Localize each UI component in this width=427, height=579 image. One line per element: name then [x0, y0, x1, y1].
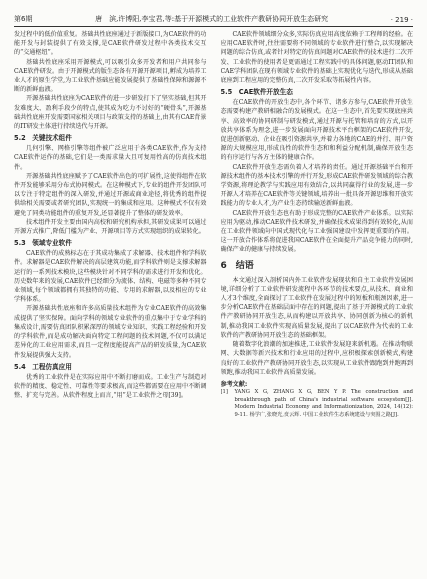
paragraph: CAE软件的成熟标志在于其成功集成了求解器、技术组件和学科软件。求解器是CAE软件解决的高层建筑功能,而学科软件则是支撑求解器运行的一系列技术模块,这些模块针对不同学科的需求进行开发和优化。历史数年来的发展,CAE软件已经细分为流体、结构、电磁等多种不同专业领域,每个领域都拥有其独特的功能、专用的求解器,以及相应的专业学科体系。 [14, 250, 207, 304]
reference-chinese: 杨学广,张晓光,贲云辉. 中国工业软件生态系统建设与突围之路[J]. [249, 411, 399, 418]
left-column [14, 30, 207, 569]
paragraph: CAE软件开放生态也有助于形成完整的CAE软件产业体系。以实际应用为驱动,推动CAE软件技术研发,并确保技术成果得到有效转化,从而在工业软件领域向中国式现代化与工业强国建设中发挥更重要的作用。这一开放合作体系将促进我国CAE软件在全面提升产品竞争能力的同时,确保产业的健康与持续发展。 [220, 209, 413, 254]
paragraph: 在CAE软件的开放生态中,各个环节、诸多方参与,CAE软件开放生态需要构建产教研相融合的发展模式。在这一生态中,首先要实现底座共享、高效率的协同研制与研发模式,通过开源与托管和培育的方式,以开放共享体系为理念,进一步发展面向开源技术平台框架的CAE软件开发,促进创新驱动、企业在吸引资源共享,并着力各地的CAE的并行、用户资源的大规模应用,形成良性的软件生态和和利益分配机制,确保开放生态的有序运行与各方主体的健康合作。 [220, 99, 413, 162]
running-title: 唐 滨,许博阳,李宝君,等:基于开源模式的工业软件产教研协同开放生态研究 [95, 15, 329, 23]
reference-english: YANG X G, ZHANG X G, BEN Y P. The construction and breakthrough path of China's industrial software ecosystem[J]. Modern Industrial Economy and Informationization, 2024, 14(12): 9-11. [234, 388, 413, 418]
page-number: · 219 · [390, 16, 413, 24]
issue-number: 第6期 [14, 15, 33, 23]
section-heading-5-2: 5.2 关键技术组件 [14, 134, 72, 143]
reference-text [235, 389, 414, 419]
paragraph: 基础共性底座采用开源模式,可以吸引众多开发者和用户共同参与CAE软件研发。由于开源模式的版生态备有开源开源项目,孵成为培养工业人才的原生学堂,为工业软件基础应能发展提供了基础性保障和源源不断的新鲜血液。 [14, 58, 207, 94]
two-column-body [14, 30, 413, 569]
reference-item [221, 389, 414, 419]
paragraph: 本文通过深入剖析国内外工业软件发展现状和自主工业软件发展困境,详细分析了工业软件研发流程中各环节的技术要点,从技术、商业和人才3个维度,全面探讨了工业软件在发展过程中的短板和瓶颈因素,进一步分析CAE软件在基础层面中存在的问题,提出了基于开源模式的工业软件产教研协同开放生态,从而构建以开放共享、协同创新为核心的新机制,推动我国工业软件实现高质量发展,提出了以CAE软件为代表的工业软件的产教研协同开放生态的基础框架。 [220, 276, 413, 339]
paragraph: 优秀的工业软件是在实际应用中不断打磨而成。工业生产与制造对软件的精度、稳定性、可靠性等要求极高,而这些都需要在应用中不断调整、扩充与完善。从软件程度上而言,“用”是工业软件之母[39]。 [14, 373, 207, 400]
paragraph: CAE软件领域细分众多,实际仿真应用高度依赖于工程师的经验。在应用CAE软件时,往往需要将不同领域的专业软件进行整合,以实现解决问题的综合仿真,或者针对特定的仿真问题对CAE软件的技术进行二次开发、工业软件的使用者是更需通过工程实践中的具体问题,驱动IT团队和CAE学科团队在现有领域专业软件的基础上实现优化与迭代,形成从基础底座到工程应用的完整仿真,二次开发采取等拓展性内容。 [220, 31, 413, 85]
paragraph: 发过程中的低价值重复。基础共性底座通过于新版接口,为CAE软件的功能开发与封装提供了有效支撑,是CAE软件研发过程中各类技术交互的“交通枢纽”。 [14, 31, 207, 57]
paragraph: 技术组件开发主要由国内高校和研究机构承担,其研发成果可以通过开源方式推广,降低门槛为产业、开源项目等方式实现组织的成果转化。 [14, 218, 207, 236]
section-heading-6-conclusion: 6 结语 [220, 260, 254, 271]
paragraph: CAE软件开放生态需负着人才培养的责任。通过开源基础平台和开源技术组件的基本技术引擎的并行开发,形成CAE软件研发领域的综合教学资源,将理论教学与实践应用有效结合,以共同赢得行业的发展,进一步开源人才培养在CAE软件等关键领域,培养出一批具备开源思维和开放实践能力的专业人才,为产业生态持续输送新鲜血液。 [220, 163, 413, 208]
section-heading-5-3: 5.3 领域专业软件 [14, 239, 72, 248]
paragraph: 开源基础共性底座和许多高质量技术组件为专业CAE软件的高效集成提供了坚实保障。面向学科的领域专业软件的重点集中于专业学科的集成设计,需要仿真团队积累深厚的领域专业知识、实践工程经验和开发的学科软件,而是成功解决面向特定工程问题的技术问题,不仅可以满足差异化的工业应用需求,而且一定程度能提高产品的研发质量,为CAE软件发展提供强大支持。 [14, 305, 207, 359]
section-heading-5-5: 5.5 CAE软件开放生态 [220, 88, 293, 97]
paragraph: 几何引擎、网格引擎等组件被广泛应用于各类CAE软件,作为支持CAE软件运作的基础,它们是一类需求量大且可复用性高的仿真技术组件。 [14, 145, 207, 171]
running-header [14, 10, 413, 27]
paragraph: 开源基础共性底座为CAE软件的进一步研发打下了坚实基础,但其开发难度大、盈利手段少的特点,使其成为吃力不讨好的“硬骨头”,开源基础共性底座开发需要国家相关项目与政策支持的基础上,由其有CAE背景的IT研发主体进行持续迭代与开源。 [14, 95, 207, 131]
reference-number: [1] [220, 388, 228, 395]
right-column [221, 30, 414, 569]
paragraph: 随着数字化浪潮的加速推进,工业软件发展迎来新机遇。在推动物联网、大数据等新兴技术和行业应用的过程中,应积极探索创新模式,构建良好的工业软件产教研协同开放生态,以实现从工业软件跟跑到并跑再到领跑,推动我国工业软件高质量发展。 [220, 341, 413, 376]
section-heading-5-4: 5.4 工程仿真应用 [14, 362, 72, 371]
references-title: 参考文献: [220, 380, 248, 388]
paragraph: 开源基础共性底座赋予了CAE软件出色的可扩展性,这使得组件在软件开发能够采用分布式协同模式。在这种模式下,专业的组件开发团队可以专注于特定组件的深入研发,并通过开源或商业途径,将优秀的组件提供给相关需要或者研究团队,实现统一的集成和应用。这种模式不仅有效避免了同类功能组件的重复开发,还显著提升了整体的研发效率。 [14, 172, 207, 217]
